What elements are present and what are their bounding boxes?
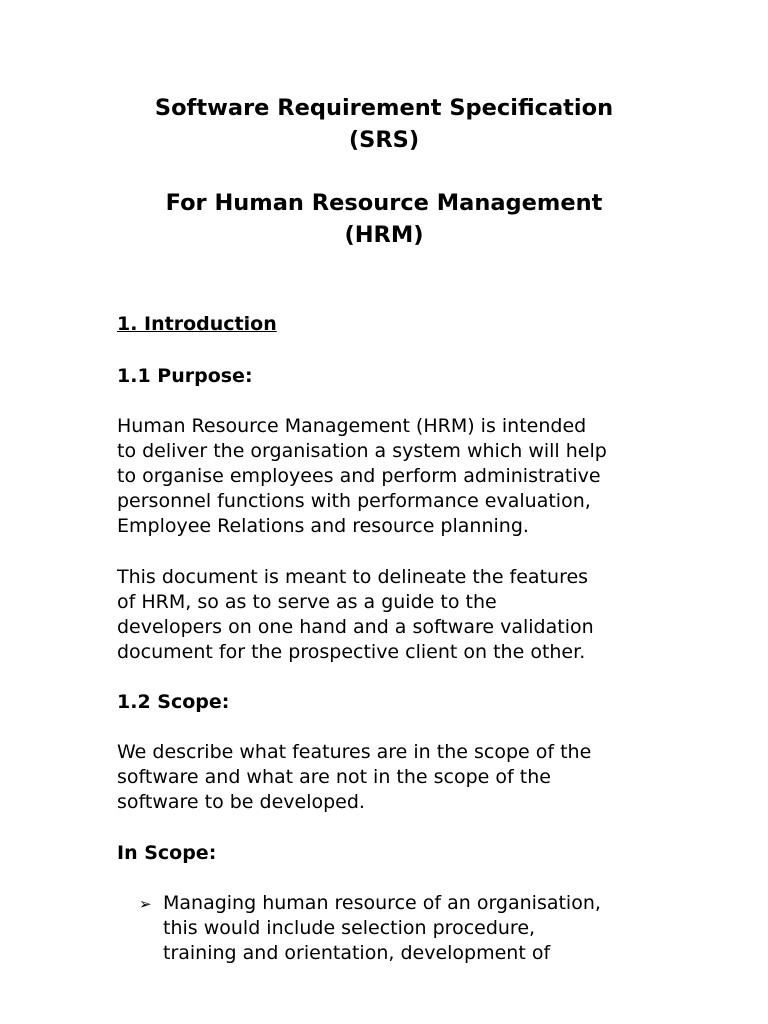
subtitle-line-2: (HRM) [344,222,424,248]
in-scope-bullet-1 [163,891,703,966]
paragraph-line: of HRM, so as to serve as a guide to the [117,591,497,613]
document-title [80,92,688,156]
title-line-1: Software Requirement Specification [154,95,614,121]
paragraph-line: Human Resource Management (HRM) is intended [117,415,587,437]
section-heading-in-scope: In Scope: [117,842,217,864]
bullet-line: this would include selection procedure, [163,917,536,939]
arrow-bullet-icon: ➢ [139,895,152,913]
bullet-line: training and orientation, development of [163,942,551,964]
document-subtitle [80,187,688,251]
section-heading-purpose: 1.1 Purpose: [117,365,253,387]
section-heading-scope: 1.2 Scope: [117,691,230,713]
paragraph-line: developers on one hand and a software validation [117,616,594,638]
section-heading-introduction: 1. Introduction [117,313,277,335]
paragraph-line: personnel functions with performance evaluation, [117,490,591,512]
paragraph-line: to organise employees and perform administrative [117,465,601,487]
paragraph-line: This document is meant to delineate the features [117,566,589,588]
purpose-paragraph-2 [117,565,697,665]
bullet-line: Managing human resource of an organisation, [163,892,601,914]
paragraph-line: Employee Relations and resource planning. [117,515,529,537]
paragraph-line: software and what are not in the scope of the [117,766,551,788]
paragraph-line: to deliver the organisation a system which will help [117,440,607,462]
subtitle-line-1: For Human Resource Management [165,190,603,216]
paragraph-line: We describe what features are in the scope of the [117,741,592,763]
paragraph-line: document for the prospective client on the other. [117,641,586,663]
paragraph-line: software to be developed. [117,791,365,813]
title-line-2: (SRS) [348,127,420,153]
scope-paragraph [117,740,697,815]
purpose-paragraph-1 [117,414,697,539]
